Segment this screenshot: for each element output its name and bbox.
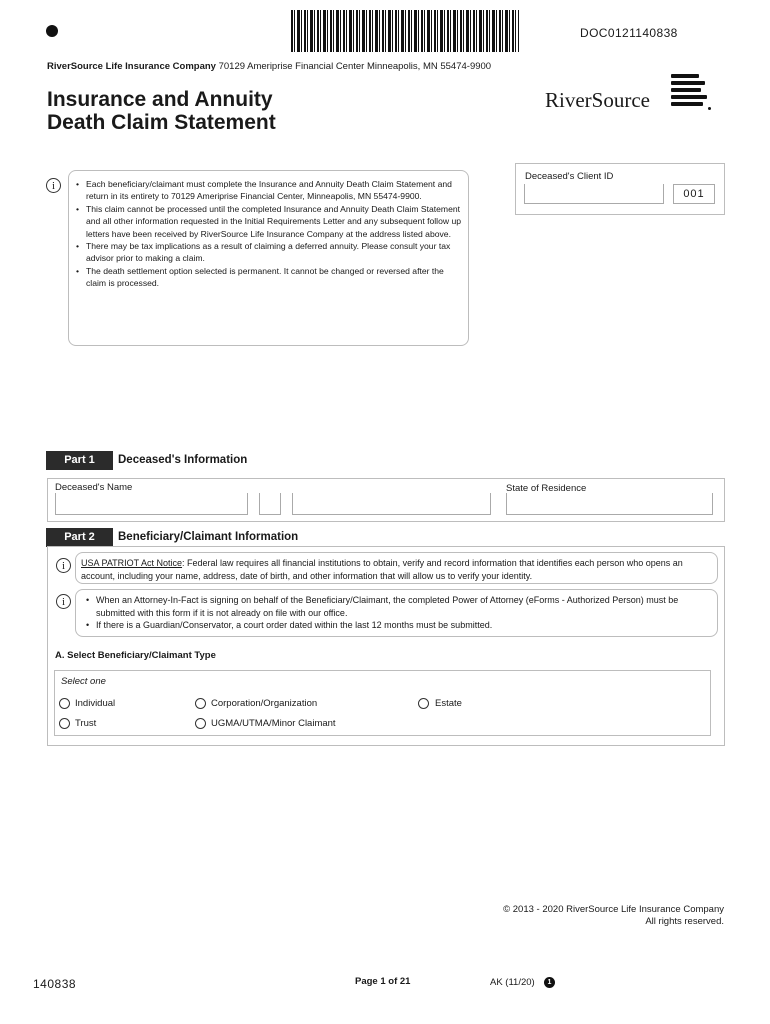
logo-text: RiverSource [545, 88, 650, 112]
radio-estate[interactable] [418, 698, 429, 709]
copyright [503, 904, 724, 928]
instruction-item: • This claim cannot be processed until the completed Insurance and Annuity Death Claim Statement and all other information requested in the Initial Requirements Letter and any subsequent follow up letters have been received by RiverSource Life Insurance Company at the address listed above. [76, 203, 461, 240]
info-icon: i [56, 594, 71, 609]
claimant-type-box [54, 670, 711, 736]
form-number: 140838 [33, 977, 77, 991]
deceased-name-label: Deceased's Name [55, 482, 133, 493]
option-label-ugma-utma: UGMA/UTMA/Minor Claimant [211, 718, 336, 729]
patriot-notice [81, 557, 713, 583]
company-name: RiverSource Life Insurance Company [47, 61, 216, 72]
instruction-item: • Each beneficiary/claimant must complete the Insurance and Annuity Death Claim Statement and return in its entirety to 70129 Ameriprise Financial Center, Minneapolis, MN 55474-9900. [76, 178, 461, 203]
radio-trust[interactable] [59, 718, 70, 729]
patriot-notice-link[interactable]: USA PATRIOT Act Notice [81, 558, 183, 568]
form-code-mark: 1 [544, 977, 555, 988]
option-label-trust: Trust [75, 718, 97, 729]
option-label-estate: Estate [435, 698, 462, 709]
title-line-2: Death Claim Statement [47, 111, 276, 134]
page-number: Page 1 of 21 [355, 976, 411, 987]
deceased-last-name-field[interactable] [292, 493, 491, 515]
patriot-notice-text: : Federal law requires all financial institutions to obtain, verify and record information that identifies each person who opens an account, including your name, address, date of birth, and other information that will allow us to verify your identity. [81, 558, 683, 581]
radio-individual[interactable] [59, 698, 70, 709]
state-of-residence-label: State of Residence [506, 483, 587, 494]
part1-tab: Part 1 [46, 451, 113, 470]
deceased-first-name-field[interactable] [55, 493, 248, 515]
option-label-individual: Individual [75, 698, 116, 709]
attorney-notice-item: • When an Attorney-In-Fact is signing on behalf of the Beneficiary/Claimant, the completed Power of Attorney (eForms - Authorized Person) must be submitted with this form if it is not already on file with our office. [86, 594, 712, 619]
deceased-middle-initial-field[interactable] [259, 493, 281, 515]
client-id-label: Deceased's Client ID [525, 171, 614, 182]
state-of-residence-field[interactable] [506, 493, 713, 515]
page-title [47, 88, 276, 134]
registration-dot [46, 25, 58, 37]
client-id-suffix: 001 [673, 184, 715, 204]
attorney-notice-item: • If there is a Guardian/Conservator, a court order dated within the last 12 months must be submitted. [86, 619, 712, 632]
option-label-corporation: Corporation/Organization [211, 698, 318, 709]
copyright-line-2: All rights reserved. [645, 916, 724, 927]
company-address: 70129 Ameriprise Financial Center Minneapolis, MN 55474-9900 [215, 61, 492, 72]
client-id-field[interactable] [524, 184, 664, 204]
radio-corporation[interactable] [195, 698, 206, 709]
instruction-item: • There may be tax implications as a result of claiming a deferred annuity. Please consult your tax advisor prior to making a claim. [76, 240, 461, 265]
form-code: AK (11/20) [490, 977, 535, 988]
info-icon: i [46, 178, 61, 193]
part1-title: Deceased's Information [118, 454, 248, 466]
company-line [47, 61, 491, 72]
barcode [291, 10, 519, 52]
section-a-title: A. Select Beneficiary/Claimant Type [55, 650, 216, 661]
instructions-list [76, 178, 461, 290]
select-one-label: Select one [61, 676, 106, 687]
part2-title: Beneficiary/Claimant Information [118, 531, 299, 543]
radio-ugma-utma[interactable] [195, 718, 206, 729]
attorney-notice-list [86, 594, 712, 632]
instruction-item: • The death settlement option selected is permanent. It cannot be changed or reversed after the claim is processed. [76, 265, 461, 290]
riversource-logo-icon [671, 74, 707, 110]
copyright-line-1: © 2013 - 2020 RiverSource Life Insurance Company [503, 904, 724, 915]
document-id: DOC0121140838 [580, 26, 678, 40]
title-line-1: Insurance and Annuity [47, 88, 273, 111]
info-icon: i [56, 558, 71, 573]
part2-tab: Part 2 [46, 528, 113, 547]
